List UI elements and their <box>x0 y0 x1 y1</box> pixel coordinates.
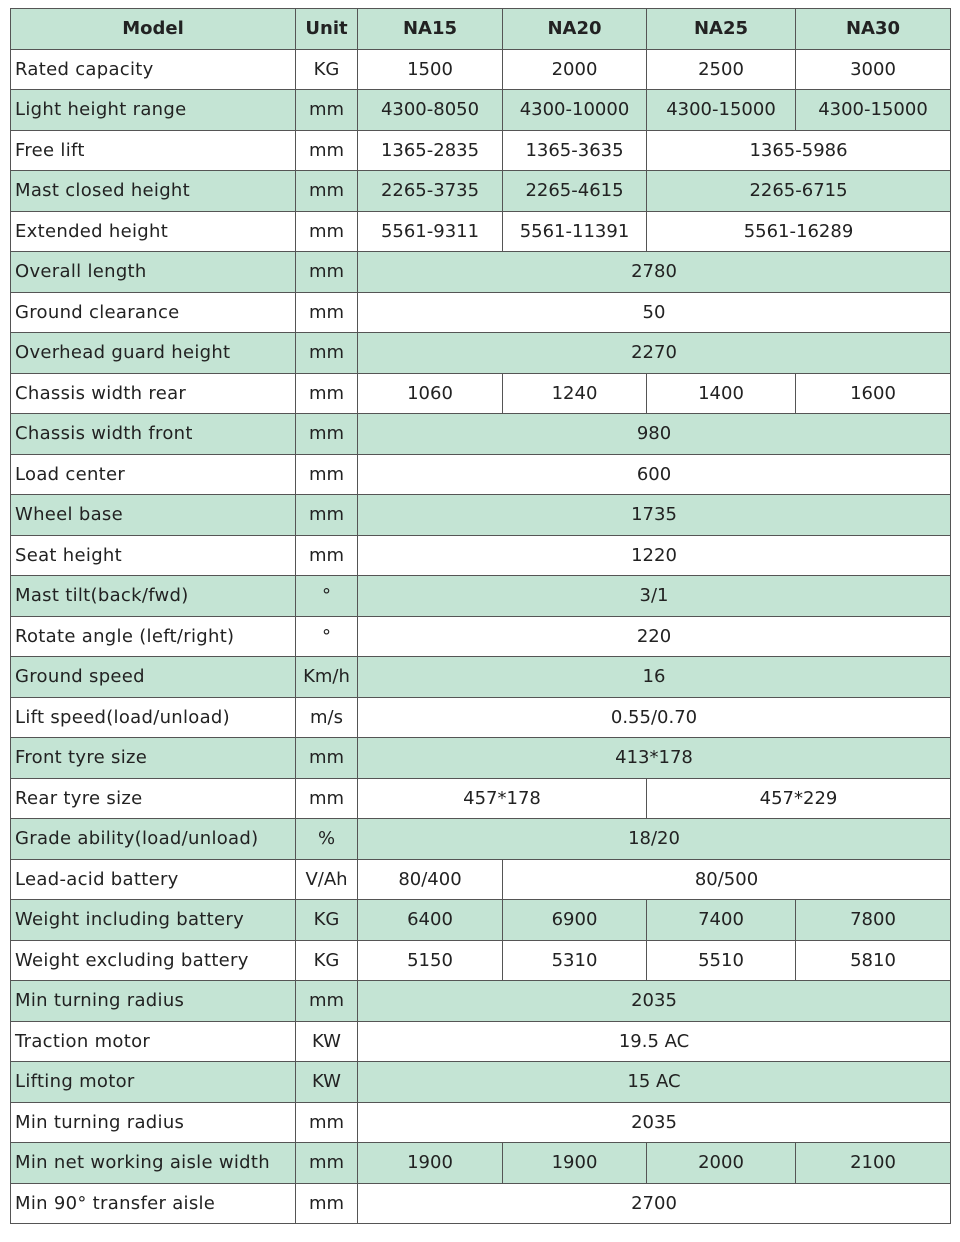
row-label: Lifting motor <box>11 1062 296 1103</box>
table-row <box>11 1183 951 1224</box>
row-value: 4300-15000 <box>796 90 951 131</box>
row-value: 7400 <box>647 900 796 941</box>
row-label: Extended height <box>11 211 296 252</box>
row-value: 6900 <box>503 900 647 941</box>
row-unit: mm <box>296 333 358 374</box>
header-na20: NA20 <box>503 9 647 50</box>
row-value: 0.55/0.70 <box>358 697 951 738</box>
row-unit: KG <box>296 900 358 941</box>
row-unit: mm <box>296 535 358 576</box>
row-value: 18/20 <box>358 819 951 860</box>
row-unit: mm <box>296 454 358 495</box>
row-value: 1900 <box>503 1143 647 1184</box>
row-label: Min turning radius <box>11 981 296 1022</box>
row-label: Weight excluding battery <box>11 940 296 981</box>
row-value: 5150 <box>358 940 503 981</box>
row-label: Wheel base <box>11 495 296 536</box>
row-label: Traction motor <box>11 1021 296 1062</box>
row-value: 1600 <box>796 373 951 414</box>
header-na25: NA25 <box>647 9 796 50</box>
row-label: Load center <box>11 454 296 495</box>
table-row <box>11 738 951 779</box>
table-row <box>11 373 951 414</box>
row-value: 5810 <box>796 940 951 981</box>
row-label: Free lift <box>11 130 296 171</box>
table-row <box>11 1102 951 1143</box>
row-label: Rear tyre size <box>11 778 296 819</box>
row-unit: mm <box>296 171 358 212</box>
table-row <box>11 130 951 171</box>
row-unit: mm <box>296 414 358 455</box>
row-value: 980 <box>358 414 951 455</box>
row-label: Chassis width front <box>11 414 296 455</box>
row-label: Min net working aisle width <box>11 1143 296 1184</box>
table-row <box>11 90 951 131</box>
row-value: 80/400 <box>358 859 503 900</box>
row-value: 1220 <box>358 535 951 576</box>
header-row <box>11 9 951 50</box>
table-row <box>11 616 951 657</box>
row-value: 4300-15000 <box>647 90 796 131</box>
row-unit: mm <box>296 778 358 819</box>
row-unit: mm <box>296 981 358 1022</box>
row-unit: mm <box>296 373 358 414</box>
row-value: 2000 <box>647 1143 796 1184</box>
row-value: 2265-3735 <box>358 171 503 212</box>
row-value: 600 <box>358 454 951 495</box>
row-unit: Km/h <box>296 657 358 698</box>
row-unit: KG <box>296 49 358 90</box>
header-model: Model <box>11 9 296 50</box>
row-value: 5561-9311 <box>358 211 503 252</box>
row-value: 457*178 <box>358 778 647 819</box>
row-label: Lift speed(load/unload) <box>11 697 296 738</box>
row-label: Lead-acid battery <box>11 859 296 900</box>
row-unit: ° <box>296 616 358 657</box>
row-value: 413*178 <box>358 738 951 779</box>
row-label: Overall length <box>11 252 296 293</box>
table-row <box>11 819 951 860</box>
table-row <box>11 535 951 576</box>
row-label: Min turning radius <box>11 1102 296 1143</box>
header-na30: NA30 <box>796 9 951 50</box>
row-label: Mast closed height <box>11 171 296 212</box>
row-value: 50 <box>358 292 951 333</box>
row-value: 1365-3635 <box>503 130 647 171</box>
row-unit: KG <box>296 940 358 981</box>
row-value: 4300-8050 <box>358 90 503 131</box>
row-value: 80/500 <box>503 859 951 900</box>
row-label: Seat height <box>11 535 296 576</box>
row-value: 2035 <box>358 981 951 1022</box>
row-unit: ° <box>296 576 358 617</box>
table-row <box>11 859 951 900</box>
row-value: 6400 <box>358 900 503 941</box>
table-row <box>11 211 951 252</box>
row-value: 1240 <box>503 373 647 414</box>
row-unit: mm <box>296 211 358 252</box>
row-value: 4300-10000 <box>503 90 647 131</box>
row-unit: mm <box>296 495 358 536</box>
row-value: 2270 <box>358 333 951 374</box>
row-unit: KW <box>296 1062 358 1103</box>
row-label: Rotate angle (left/right) <box>11 616 296 657</box>
table-row <box>11 49 951 90</box>
row-label: Rated capacity <box>11 49 296 90</box>
table-row <box>11 1021 951 1062</box>
row-value: 15 AC <box>358 1062 951 1103</box>
row-label: Min 90° transfer aisle <box>11 1183 296 1224</box>
table-row <box>11 454 951 495</box>
row-unit: KW <box>296 1021 358 1062</box>
row-unit: mm <box>296 252 358 293</box>
table-row <box>11 292 951 333</box>
table-row <box>11 1143 951 1184</box>
row-label: Front tyre size <box>11 738 296 779</box>
row-value: 5561-11391 <box>503 211 647 252</box>
row-unit: mm <box>296 130 358 171</box>
table-row <box>11 252 951 293</box>
header-unit: Unit <box>296 9 358 50</box>
table-row <box>11 657 951 698</box>
row-value: 2500 <box>647 49 796 90</box>
row-value: 1500 <box>358 49 503 90</box>
table-row <box>11 981 951 1022</box>
row-value: 1735 <box>358 495 951 536</box>
row-value: 1900 <box>358 1143 503 1184</box>
row-unit: % <box>296 819 358 860</box>
row-value: 2100 <box>796 1143 951 1184</box>
row-value: 7800 <box>796 900 951 941</box>
table-row <box>11 495 951 536</box>
row-label: Chassis width rear <box>11 373 296 414</box>
table-row <box>11 171 951 212</box>
table-row <box>11 697 951 738</box>
table-row <box>11 576 951 617</box>
row-unit: mm <box>296 292 358 333</box>
row-value: 3/1 <box>358 576 951 617</box>
row-value: 5310 <box>503 940 647 981</box>
row-value: 1060 <box>358 373 503 414</box>
row-value: 1365-2835 <box>358 130 503 171</box>
row-value: 2265-6715 <box>647 171 951 212</box>
row-value: 5561-16289 <box>647 211 951 252</box>
row-value: 2780 <box>358 252 951 293</box>
row-value: 16 <box>358 657 951 698</box>
row-value: 2000 <box>503 49 647 90</box>
row-unit: V/Ah <box>296 859 358 900</box>
table-row <box>11 1062 951 1103</box>
table-row <box>11 414 951 455</box>
row-value: 1400 <box>647 373 796 414</box>
table-row <box>11 940 951 981</box>
row-value: 3000 <box>796 49 951 90</box>
row-value: 19.5 AC <box>358 1021 951 1062</box>
row-value: 457*229 <box>647 778 951 819</box>
row-value: 2265-4615 <box>503 171 647 212</box>
table-row <box>11 333 951 374</box>
row-value: 1365-5986 <box>647 130 951 171</box>
row-unit: mm <box>296 738 358 779</box>
row-value: 2700 <box>358 1183 951 1224</box>
row-value: 2035 <box>358 1102 951 1143</box>
row-label: Grade ability(load/unload) <box>11 819 296 860</box>
table-row <box>11 900 951 941</box>
row-label: Ground speed <box>11 657 296 698</box>
row-unit: mm <box>296 1143 358 1184</box>
spec-table-body <box>11 49 951 1224</box>
row-label: Light height range <box>11 90 296 131</box>
row-label: Ground clearance <box>11 292 296 333</box>
row-unit: m/s <box>296 697 358 738</box>
row-unit: mm <box>296 1102 358 1143</box>
spec-table <box>10 8 951 1224</box>
row-label: Weight including battery <box>11 900 296 941</box>
table-row <box>11 778 951 819</box>
row-label: Overhead guard height <box>11 333 296 374</box>
row-unit: mm <box>296 90 358 131</box>
row-value: 220 <box>358 616 951 657</box>
row-unit: mm <box>296 1183 358 1224</box>
row-label: Mast tilt(back/fwd) <box>11 576 296 617</box>
row-value: 5510 <box>647 940 796 981</box>
header-na15: NA15 <box>358 9 503 50</box>
